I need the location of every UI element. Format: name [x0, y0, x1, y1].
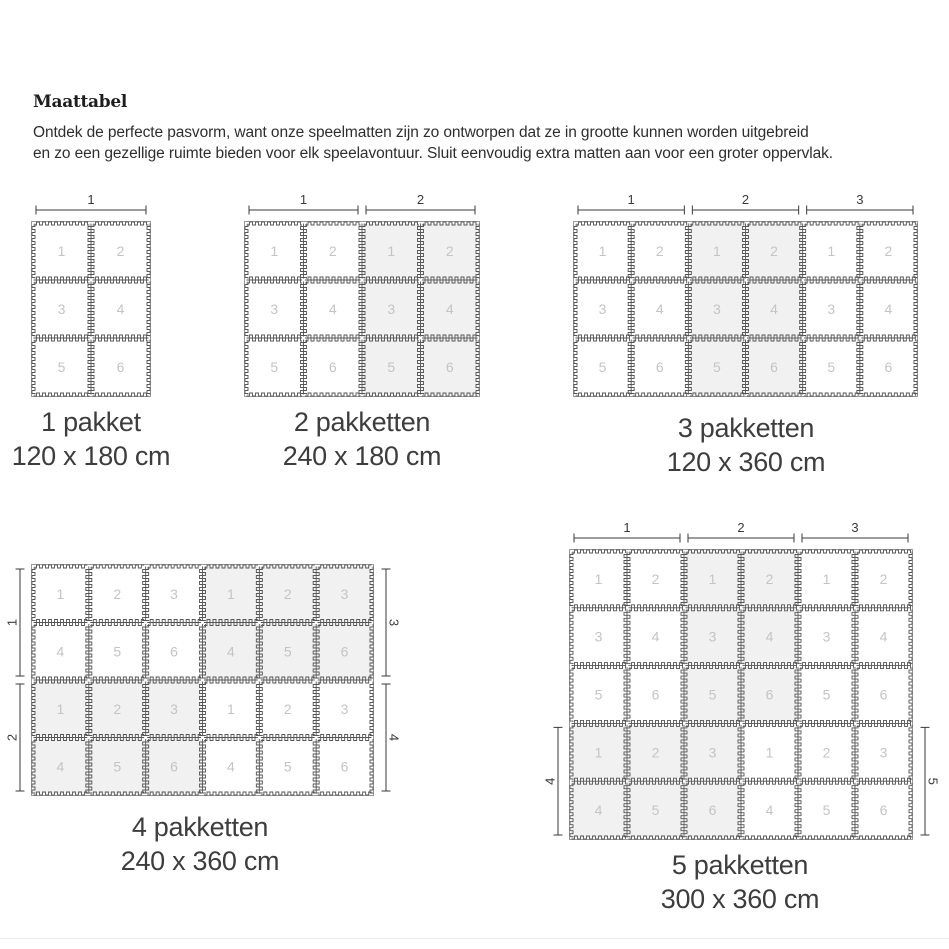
dimension-label: 2	[741, 192, 750, 207]
dimension-label: 5	[925, 777, 941, 785]
tile-number: 5	[283, 758, 292, 775]
tile-number: 2	[445, 243, 454, 259]
tile-number: 4	[884, 301, 893, 317]
tile-number: 5	[822, 802, 831, 819]
tile-number: 1	[765, 744, 774, 761]
tile-number: 3	[598, 301, 607, 317]
tile-number: 1	[387, 243, 396, 259]
tile-number: 1	[594, 570, 603, 587]
caption-1-pakket	[0, 405, 191, 473]
tile-number: 4	[227, 643, 235, 660]
tile-number: 6	[765, 686, 774, 703]
tile-number: 3	[708, 628, 717, 645]
tile-number: 6	[879, 802, 888, 819]
caption-4-pakketten	[100, 810, 300, 878]
tile-number: 2	[655, 243, 664, 259]
tile-number: 4	[328, 301, 337, 317]
caption-5-pakketten	[640, 848, 840, 916]
tile-number: 6	[884, 359, 893, 375]
pack-count-label: 4 pakketten	[131, 812, 269, 842]
tile-number: 4	[765, 628, 774, 645]
tile-number: 6	[651, 686, 660, 703]
dimension-label: 4	[542, 777, 558, 785]
tile-number: 2	[283, 700, 292, 717]
bottom-divider	[0, 938, 949, 939]
tile-number: 2	[651, 744, 660, 761]
tile-number: 2	[884, 243, 893, 259]
tile-number: 4	[445, 301, 454, 317]
caption-3-pakketten	[646, 411, 846, 479]
tile-number: 1	[708, 570, 717, 587]
tile-number: 3	[879, 744, 888, 761]
tile-number: 6	[340, 758, 349, 775]
dimension-label: 3	[851, 520, 859, 535]
tile-number: 5	[708, 686, 717, 703]
pack-count-label: 3 pakketten	[677, 413, 815, 443]
tile-number: 1	[822, 570, 831, 587]
size-label: 120 x 180 cm	[11, 441, 171, 471]
pack-count-label: 1 pakket	[41, 407, 141, 437]
tile-number: 2	[651, 570, 660, 587]
tile-number: 1	[56, 585, 65, 602]
tile-number: 3	[170, 585, 178, 602]
dimension-label: 2	[737, 520, 745, 535]
tile-number: 5	[113, 643, 122, 660]
dimension-label: 3	[856, 192, 864, 207]
tile-number: 4	[651, 628, 660, 645]
dimension-label: 2	[416, 192, 425, 207]
size-chart-header	[33, 92, 938, 164]
description-line-1: Ontdek de perfecte pasvorm, want onze speelmatten zijn zo ontworpen dat ze in grootte kunnen worden uitgebreid	[33, 124, 809, 141]
description-line-2: en zo een gezellige ruimte bieden voor elk speelavontuur. Sluit eenvoudig extra matten aan voor een groter oppervlak.	[33, 145, 833, 162]
tile-number: 6	[340, 643, 349, 660]
size-label: 120 x 360 cm	[666, 447, 826, 477]
dimension-label: 1	[4, 618, 20, 627]
tile-number: 3	[340, 585, 349, 602]
tile-number: 4	[56, 643, 65, 660]
pack-count-label: 2 pakketten	[293, 407, 431, 437]
tile-number: 5	[57, 359, 66, 375]
mat-diagram-4-pakketten	[4, 527, 404, 807]
dimension-label: 1	[299, 192, 308, 207]
tile-number: 3	[822, 628, 831, 645]
tile-number: 4	[227, 758, 235, 775]
dimension-label: 1	[623, 520, 631, 535]
tile-number: 5	[387, 359, 396, 375]
tile-number: 5	[822, 686, 831, 703]
tile-number: 6	[655, 359, 664, 375]
dimension-label: 1	[627, 192, 635, 207]
tile-number: 3	[387, 301, 396, 317]
dimension-label: 4	[386, 733, 402, 742]
tile-number: 1	[56, 700, 65, 717]
tile-number: 4	[56, 758, 65, 775]
tile-number: 4	[765, 802, 774, 819]
tile-number: 1	[598, 243, 607, 259]
size-label: 240 x 180 cm	[282, 441, 442, 471]
size-label: 240 x 360 cm	[120, 846, 280, 876]
size-label: 300 x 360 cm	[660, 884, 820, 914]
dimension-label: 3	[386, 618, 402, 627]
pack-count-label: 5 pakketten	[671, 850, 809, 880]
tile-number: 2	[822, 744, 831, 761]
tile-number: 2	[113, 700, 122, 717]
tile-number: 6	[879, 686, 888, 703]
tile-number: 1	[270, 243, 279, 259]
mat-diagram-1-pakket	[4, 184, 174, 404]
tile-number: 5	[713, 359, 721, 375]
tile-number: 6	[328, 359, 337, 375]
tile-number: 1	[227, 700, 235, 717]
tile-number: 4	[116, 301, 125, 317]
dimension-label: 2	[4, 733, 20, 742]
tile-number: 1	[227, 585, 235, 602]
tile-number: 2	[113, 585, 122, 602]
tile-number: 3	[57, 301, 66, 317]
tile-number: 3	[594, 628, 603, 645]
tile-number: 2	[765, 570, 774, 587]
description-text	[33, 122, 938, 164]
dimension-label: 1	[87, 192, 95, 207]
tile-number: 3	[270, 301, 279, 317]
tile-number: 1	[827, 243, 836, 259]
tile-number: 6	[170, 643, 178, 660]
caption-2-pakketten	[262, 405, 462, 473]
tile-number: 6	[116, 359, 125, 375]
tile-number: 4	[879, 628, 888, 645]
tile-number: 2	[770, 243, 778, 259]
tile-number: 1	[713, 243, 721, 259]
tile-number: 4	[655, 301, 664, 317]
tile-number: 6	[770, 359, 778, 375]
tile-number: 3	[713, 301, 721, 317]
tile-number: 4	[594, 802, 603, 819]
tile-number: 3	[827, 301, 836, 317]
tile-number: 3	[170, 700, 178, 717]
tile-number: 2	[879, 570, 888, 587]
tile-number: 5	[651, 802, 660, 819]
tile-number: 6	[445, 359, 454, 375]
page-title: Maattabel	[33, 92, 128, 112]
tile-number: 5	[598, 359, 607, 375]
tile-number: 3	[708, 744, 717, 761]
tile-number: 2	[283, 585, 292, 602]
tile-number: 3	[340, 700, 349, 717]
tile-number: 6	[708, 802, 717, 819]
tile-number: 2	[328, 243, 337, 259]
tile-number: 2	[116, 243, 125, 259]
tile-number: 5	[113, 758, 122, 775]
tile-number: 5	[283, 643, 292, 660]
tile-number: 5	[827, 359, 836, 375]
mat-diagram-2-pakketten	[217, 184, 507, 404]
mat-diagram-5-pakketten	[542, 512, 946, 847]
tile-number: 5	[270, 359, 279, 375]
tile-number: 6	[170, 758, 178, 775]
tile-number: 5	[594, 686, 603, 703]
tile-number: 4	[770, 301, 778, 317]
mat-diagram-3-pakketten	[546, 184, 946, 404]
tile-number: 1	[594, 744, 603, 761]
tile-number: 1	[57, 243, 66, 259]
